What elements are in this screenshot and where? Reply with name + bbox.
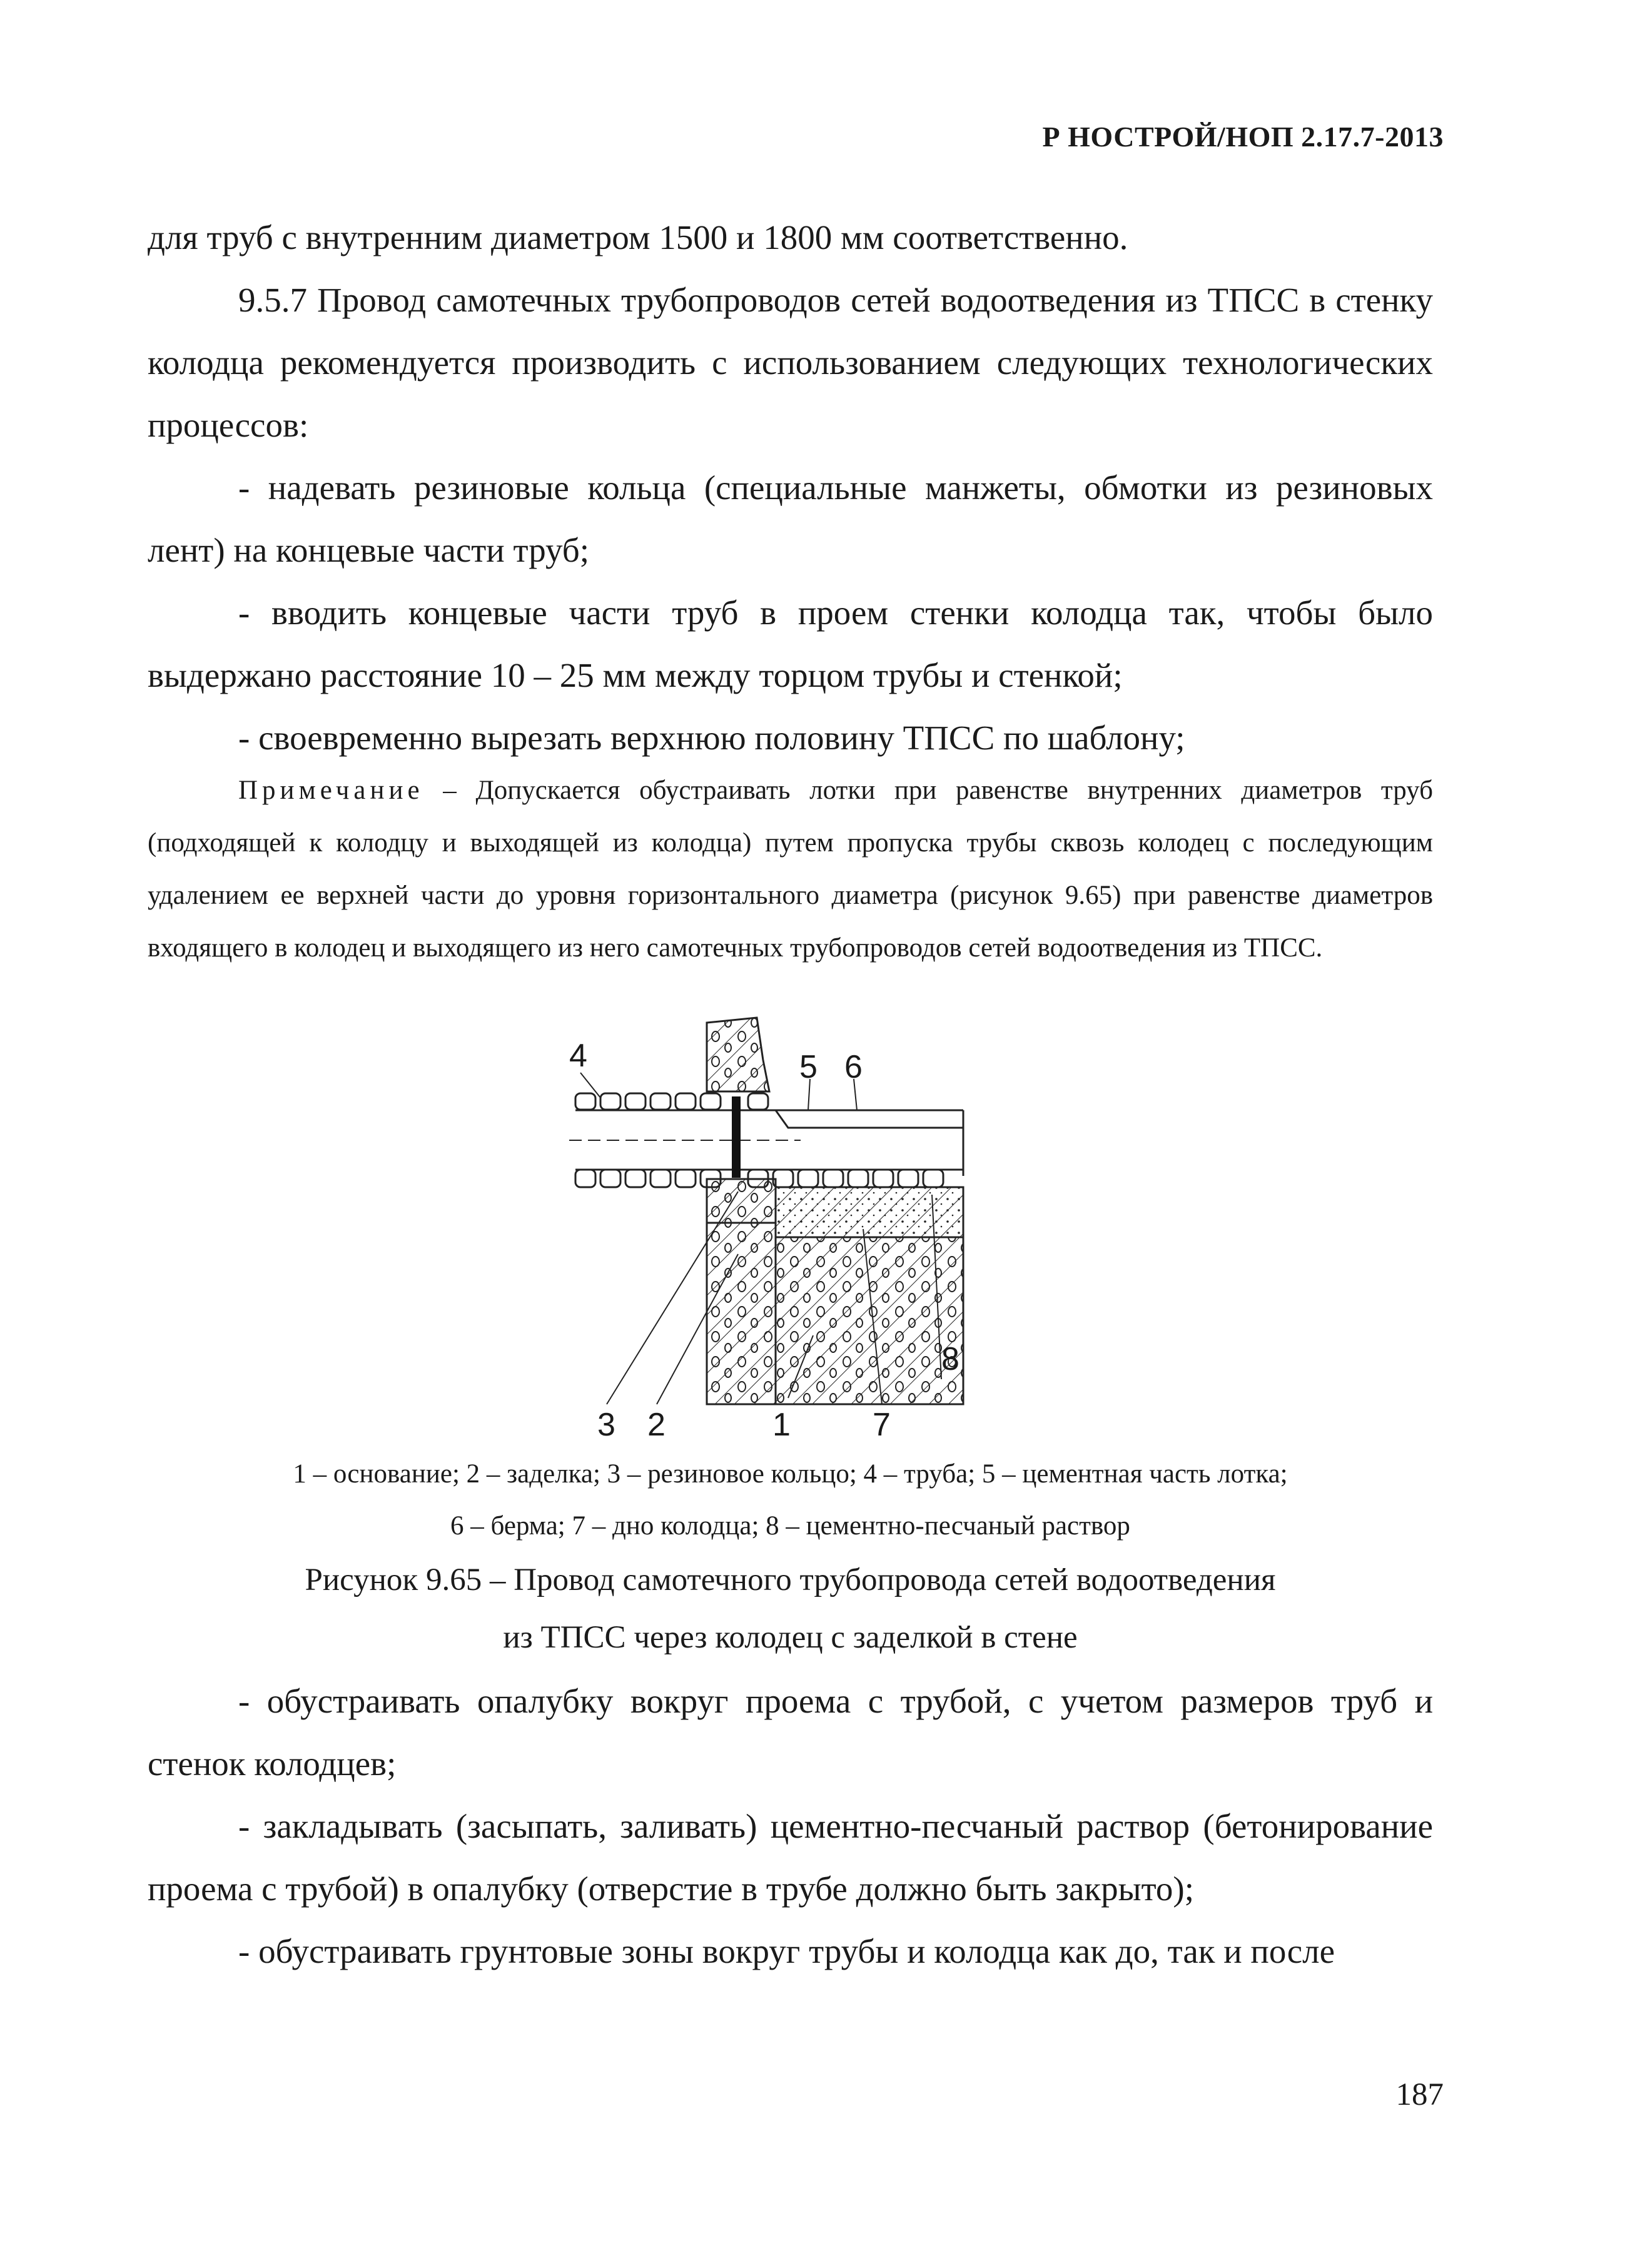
document-header: Р НОСТРОЙ/НОП 2.17.7-2013 bbox=[1042, 121, 1444, 153]
note-block bbox=[148, 764, 1433, 975]
figure-label-1: 1 bbox=[772, 1407, 791, 1442]
figure-label-7: 7 bbox=[873, 1407, 891, 1442]
figure-label-4: 4 bbox=[569, 1038, 587, 1074]
figure-label-2: 2 bbox=[647, 1407, 666, 1442]
page-number: 187 bbox=[1395, 2077, 1444, 2112]
note-text: – Допускается обустраивать лотки при равенстве внутренних диаметров труб (подходящей к колодцу и выходящей из колодца) путем пропуска трубы сквозь колодец с последующим удалением ее верхней части до уровня горизонтального диаметра (рисунок 9.65) при равенстве диаметров входящего в колодец и выходящего из него самотечных трубопроводов сетей водоотведения из ТПСС. bbox=[148, 776, 1433, 963]
list-item-insert-pipe: - вводить концевые части труб в проем стенки колодца так, чтобы было выдержано расстояние 10 – 25 мм между торцом трубы и стенкой; bbox=[148, 594, 1433, 694]
figure-caption-line-1: Рисунок 9.65 – Провод самотечного трубопровода сетей водоотведения bbox=[305, 1562, 1276, 1597]
figure-label-3: 3 bbox=[597, 1407, 615, 1442]
paragraph-continuation: для труб с внутренним диаметром 1500 и 1800 мм соответственно. bbox=[148, 218, 1128, 256]
figure-9-65-diagram bbox=[550, 1004, 1051, 1442]
figure-label-8: 8 bbox=[941, 1341, 959, 1377]
figure-legend-line-1: 1 – основание; 2 – заделка; 3 – резиновое кольцо; 4 – труба; 5 – цементная часть лотка; bbox=[293, 1459, 1288, 1489]
list-item-rings: - надевать резиновые кольца (специальные манжеты, обмотки из резиновых лент) на концевые части труб; bbox=[148, 468, 1433, 569]
paragraph-9-5-7: 9.5.7 Провод самотечных трубопроводов сетей водоотведения из ТПСС в стенку колодца рекомендуется производить с использованием следующих технологических процессов: bbox=[148, 281, 1433, 444]
list-item-formwork: - обустраивать опалубку вокруг проема с трубой, с учетом размеров труб и стенок колодцев; bbox=[148, 1682, 1433, 1783]
cement-mortar bbox=[776, 1187, 963, 1237]
wall-upper bbox=[707, 1018, 769, 1091]
figure-label-5: 5 bbox=[799, 1049, 818, 1085]
note-label: Примечание bbox=[238, 776, 424, 805]
figure-caption-line-2: из ТПСС через колодец с заделкой в стене bbox=[503, 1620, 1078, 1655]
list-item-soil-zones: - обустраивать грунтовые зоны вокруг трубы и колодца как до, так и после bbox=[238, 1932, 1335, 1970]
figure-legend-line-2: 6 – берма; 7 – дно колодца; 8 – цементно-песчаный раствор bbox=[450, 1511, 1130, 1541]
figure-label-6: 6 bbox=[844, 1049, 863, 1085]
list-item-cut-top: - своевременно вырезать верхнюю половину ТПСС по шаблону; bbox=[238, 719, 1185, 757]
list-item-mortar: - закладывать (засыпать, заливать) цементно-песчаный раствор (бетонирование проема с трубой) в опалубку (отверстие в трубе должно быть закрыто); bbox=[148, 1807, 1433, 1908]
